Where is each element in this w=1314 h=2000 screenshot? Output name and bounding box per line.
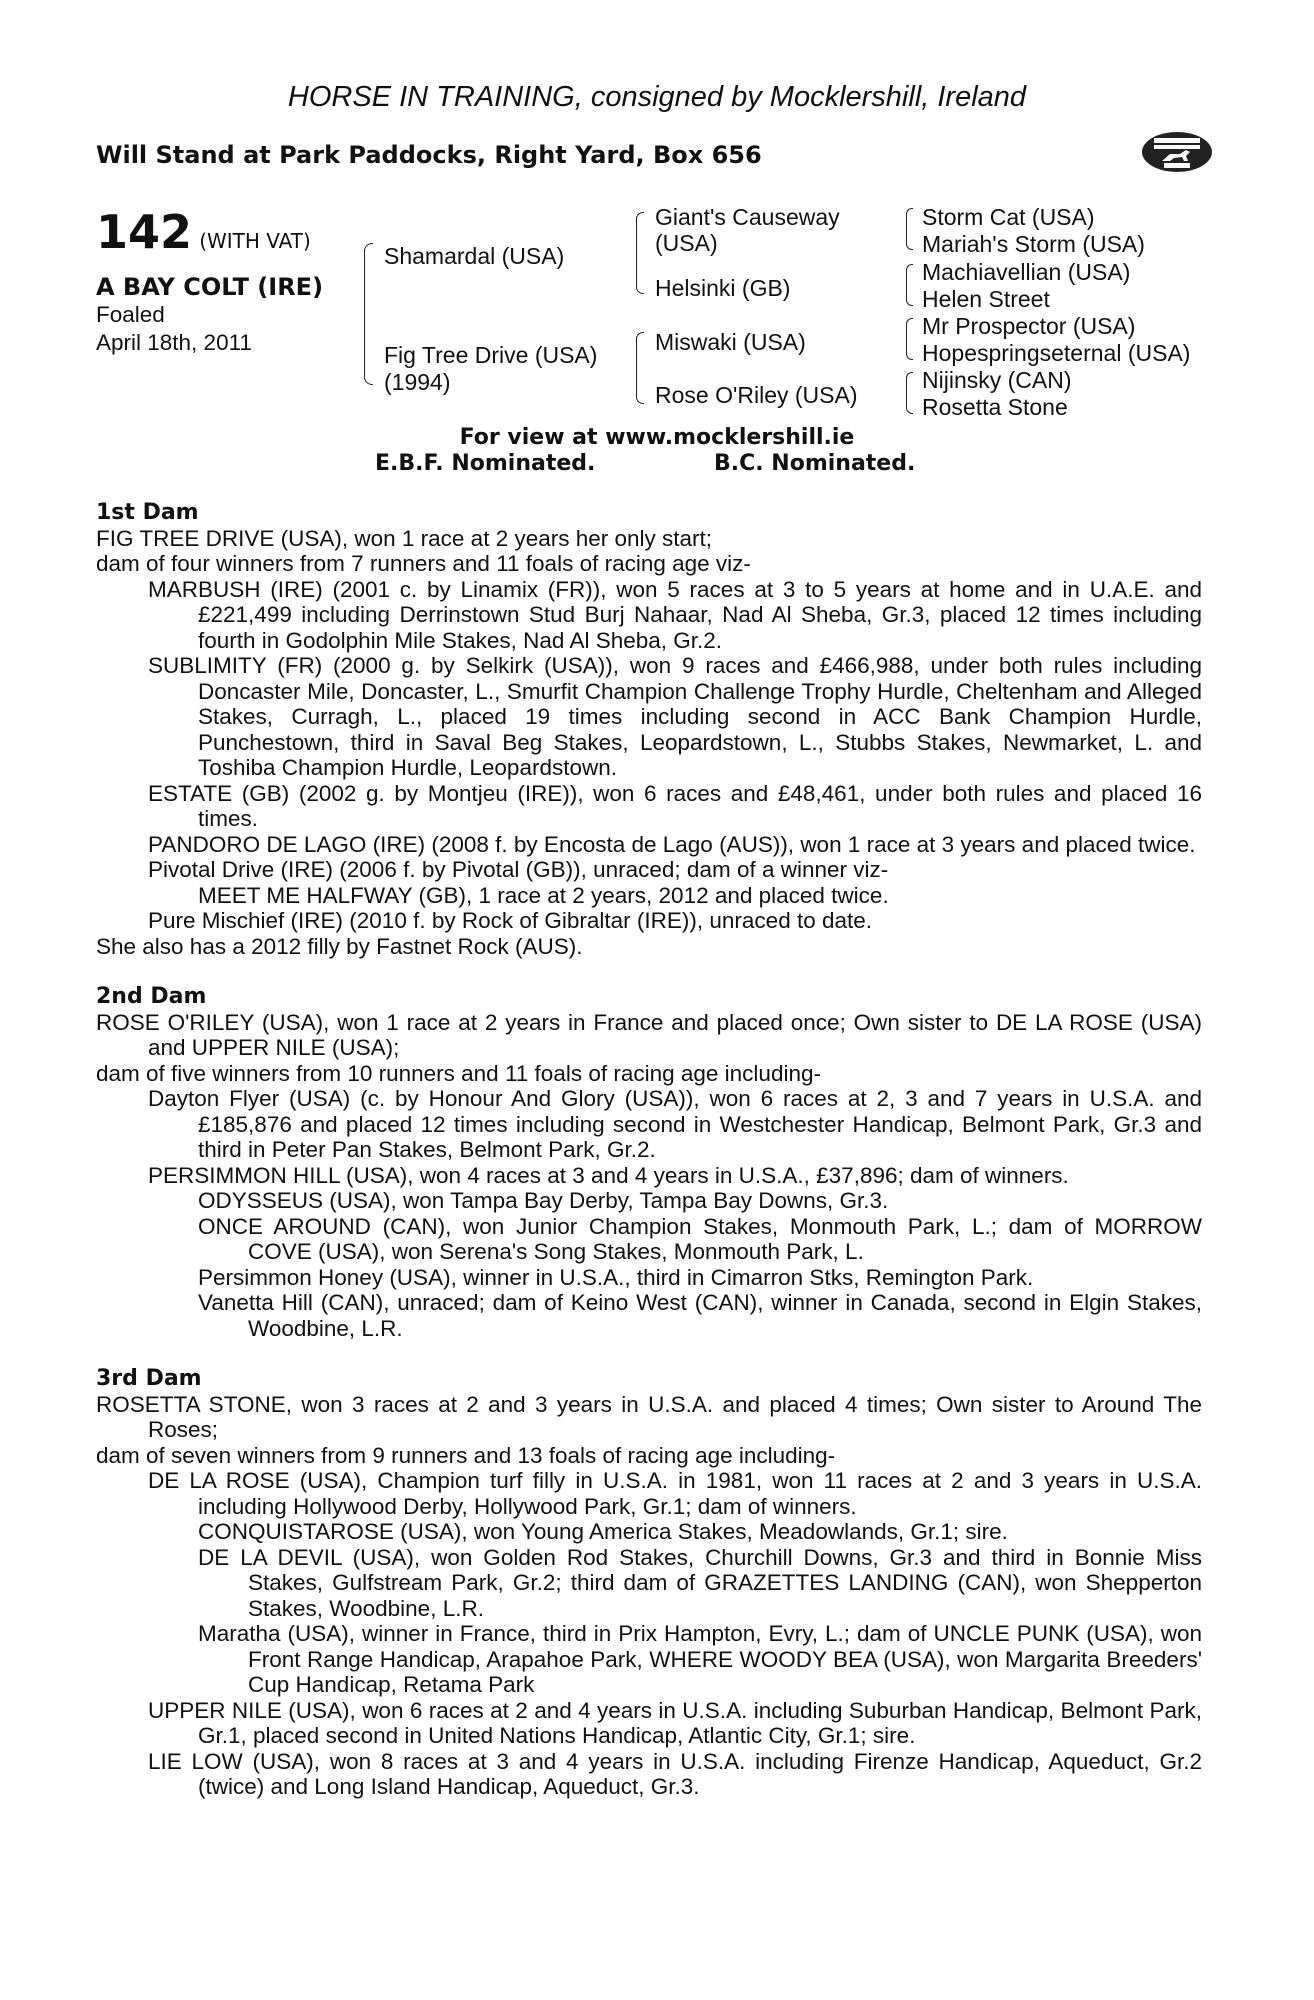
pedigree-g4-sire: Nijinsky (CAN) (922, 367, 1072, 393)
produce-entry: PERSIMMON HILL (USA), won 4 races at 3 and 4 years in U.S.A., £37,896; dam of winners. (148, 1162, 1069, 1188)
pedigree-dam-sire: Miswaki (USA) (655, 329, 806, 355)
produce-entry: Persimmon Honey (USA), winner in U.S.A., third in Cimarron Stks, Remington Park. (198, 1264, 1034, 1290)
pedigree-g1-sire: Storm Cat (USA) (922, 204, 1095, 230)
lot-number: 142 (96, 205, 193, 259)
produce-entry: CONQUISTAROSE (USA), won Young America Stakes, Meadowlands, Gr.1; sire. (198, 1519, 1008, 1544)
first-dam-footnote: She also has a 2012 filly by Fastnet Rock (AUS). (96, 933, 583, 959)
stand-location: Will Stand at Park Paddocks, Right Yard, Box 656 (96, 141, 762, 169)
vat-label: (WITH VAT) (199, 229, 311, 253)
pedigree-brace-sire (636, 212, 644, 294)
bc-nomination: B.C. Nominated. (714, 451, 916, 476)
pedigree-sire-dam: Helsinki (GB) (655, 275, 791, 301)
ebf-nomination: E.B.F. Nominated. (375, 451, 596, 476)
produce-entry: Dayton Flyer (USA) (c. by Honour And Glory (USA)), won 6 races at 2, 3 and 7 years in U.S.A. and £185,876 and placed 12 times including second in Westchester Handicap, Belmont Park, Gr.3 and third in Peter Pan Stakes, Belmont Park, Gr.2. (148, 1086, 1202, 1162)
produce-entry: ONCE AROUND (CAN), won Junior Champion Stakes, Monmouth Park, L.; dam of MORROW COVE (USA), won Serena's Song Stakes, Monmouth Park, L. (198, 1213, 1202, 1264)
produce-entry: UPPER NILE (USA), won 6 races at 2 and 4 years in U.S.A. including Suburban Handicap, Belmont Park, Gr.1, placed second in United Nations Handicap, Atlantic City, Gr.1; sire. (148, 1697, 1202, 1748)
produce-entry: DE LA DEVIL (USA), won Golden Rod Stakes, Churchill Downs, Gr.3 and third in Bonnie Miss Stakes, Gulfstream Park, Gr.2; third dam of GRAZETTES LANDING (CAN), won Shepperton Stakes, Woodbine, L.R. (198, 1544, 1202, 1621)
first-dam-heading: 1st Dam (96, 500, 199, 525)
produce-entry: ESTATE (GB) (2002 g. by Montjeu (IRE)), won 6 races and £48,461, under both rules and placed 16 times. (148, 780, 1202, 831)
foaled-label: Foaled (96, 302, 165, 327)
pedigree-g2-sire: Machiavellian (USA) (922, 259, 1131, 285)
pedigree-brace-g3 (906, 318, 913, 360)
first-dam-summary: FIG TREE DRIVE (USA), won 1 race at 2 years her only start; (96, 525, 713, 551)
produce-entry: Pivotal Drive (IRE) (2006 f. by Pivotal (GB)), unraced; dam of a winner viz- (148, 857, 889, 882)
pedigree-brace-g1 (906, 208, 913, 250)
third-dam-summary: ROSETTA STONE, won 3 races at 2 and 3 years in U.S.A. and placed 4 times; Own sister to Around The Roses; (96, 1391, 1202, 1442)
produce-entry: Pure Mischief (IRE) (2010 f. by Rock of Gibraltar (IRE)), unraced to date. (148, 908, 873, 933)
lot-block (96, 207, 311, 257)
pedigree-dam-dam: Rose O'Riley (USA) (655, 382, 858, 408)
produce-entry: ODYSSEUS (USA), won Tampa Bay Derby, Tampa Bay Downs, Gr.3. (198, 1188, 889, 1213)
pedigree-brace-main (364, 243, 373, 385)
pedigree-g4-dam: Rosetta Stone (922, 394, 1068, 420)
pedigree-g3-sire: Mr Prospector (USA) (922, 313, 1136, 339)
view-website-note: For view at www.mocklershill.ie (459, 425, 855, 450)
produce-entry: DE LA ROSE (USA), Champion turf filly in U.S.A. in 1981, won 11 races at 2 and 3 years in U.S.A. including Hollywood Derby, Hollywood Park, Gr.1; dam of winners. (148, 1468, 1202, 1519)
lot-description: A BAY COLT (IRE) (96, 273, 324, 301)
produce-entry: LIE LOW (USA), won 8 races at 3 and 4 years in U.S.A. including Firenze Handicap, Aqueduct, Gr.2 (twice) and Long Island Handicap, Aqueduct, Gr.3. (148, 1748, 1202, 1799)
foaled-date: April 18th, 2011 (96, 330, 252, 355)
produce-entry: PANDORO DE LAGO (IRE) (2008 f. by Encosta de Lago (AUS)), won 1 race at 3 years and placed twice. (148, 831, 1196, 857)
pedigree-brace-dam (636, 332, 644, 404)
pedigree-g3-dam: Hopespringseternal (USA) (922, 340, 1191, 366)
pedigree-dam: Fig Tree Drive (USA) (384, 342, 598, 368)
produce-entry: Maratha (USA), winner in France, third in Prix Hampton, Evry, L.; dam of UNCLE PUNK (USA), won Front Range Handicap, Arapahoe Park, WHERE WOODY BEA (USA), won Margarita Breeders' Cup Handicap, Retama Park (198, 1621, 1202, 1697)
produce-entry: Vanetta Hill (CAN), unraced; dam of Keino West (CAN), winner in Canada, second in Elgin Stakes, Woodbine, L.R. (198, 1290, 1202, 1341)
second-dam-summary: ROSE O'RILEY (USA), won 1 race at 2 years in France and placed once; Own sister to DE LA ROSE (USA) and UPPER NILE (USA); (96, 1009, 1202, 1060)
pedigree-brace-g4 (906, 372, 913, 414)
produce-entry: MEET ME HALFWAY (GB), 1 race at 2 years, 2012 and placed twice. (198, 882, 889, 908)
pedigree-g2-dam: Helen Street (922, 286, 1050, 312)
third-dam-heading: 3rd Dam (96, 1366, 202, 1391)
produce-entry: MARBUSH (IRE) (2001 c. by Linamix (FR)), won 5 races at 3 to 5 years at home and in U.A.E. and £221,499 including Derrinstown Stud Burj Nahaar, Nad Al Sheba, Gr.3, placed 12 times including fourth in Godolphin Mile Stakes, Nad Al Sheba, Gr.2. (148, 576, 1202, 653)
training-bonus-logo (1140, 130, 1214, 174)
second-dam-produce-summary: dam of five winners from 10 runners and 11 foals of racing age including- (96, 1060, 821, 1086)
first-dam-produce-summary: dam of four winners from 7 runners and 11 foals of racing age viz- (96, 551, 751, 576)
third-dam-produce-summary: dam of seven winners from 9 runners and 13 foals of racing age including- (96, 1442, 836, 1468)
pedigree-sire: Shamardal (USA) (384, 243, 565, 269)
second-dam-heading: 2nd Dam (96, 984, 207, 1009)
pedigree-brace-g2 (906, 264, 913, 306)
family-details (96, 500, 1202, 1800)
pedigree-dam-year: (1994) (384, 369, 451, 395)
page-title: HORSE IN TRAINING, consigned by Mocklershill, Ireland (287, 81, 1027, 113)
produce-entry: SUBLIMITY (FR) (2000 g. by Selkirk (USA)), won 9 races and £466,988, under both rules including Doncaster Mile, Doncaster, L., Smurfit Champion Challenge Trophy Hurdle, Cheltenham and Alleged Stakes, Curragh, L., placed 19 times including second in ACC Bank Champion Hurdle, Punchestown, third in Saval Beg Stakes, Leopardstown, L., Stubbs Stakes, Newmarket, L. and Toshiba Champion Hurdle, Leopardstown. (148, 653, 1202, 780)
pedigree-sire-sire: Giant's Causeway (655, 204, 840, 230)
pedigree-sire-sire-country: (USA) (655, 230, 718, 256)
pedigree-g1-dam: Mariah's Storm (USA) (922, 231, 1145, 257)
